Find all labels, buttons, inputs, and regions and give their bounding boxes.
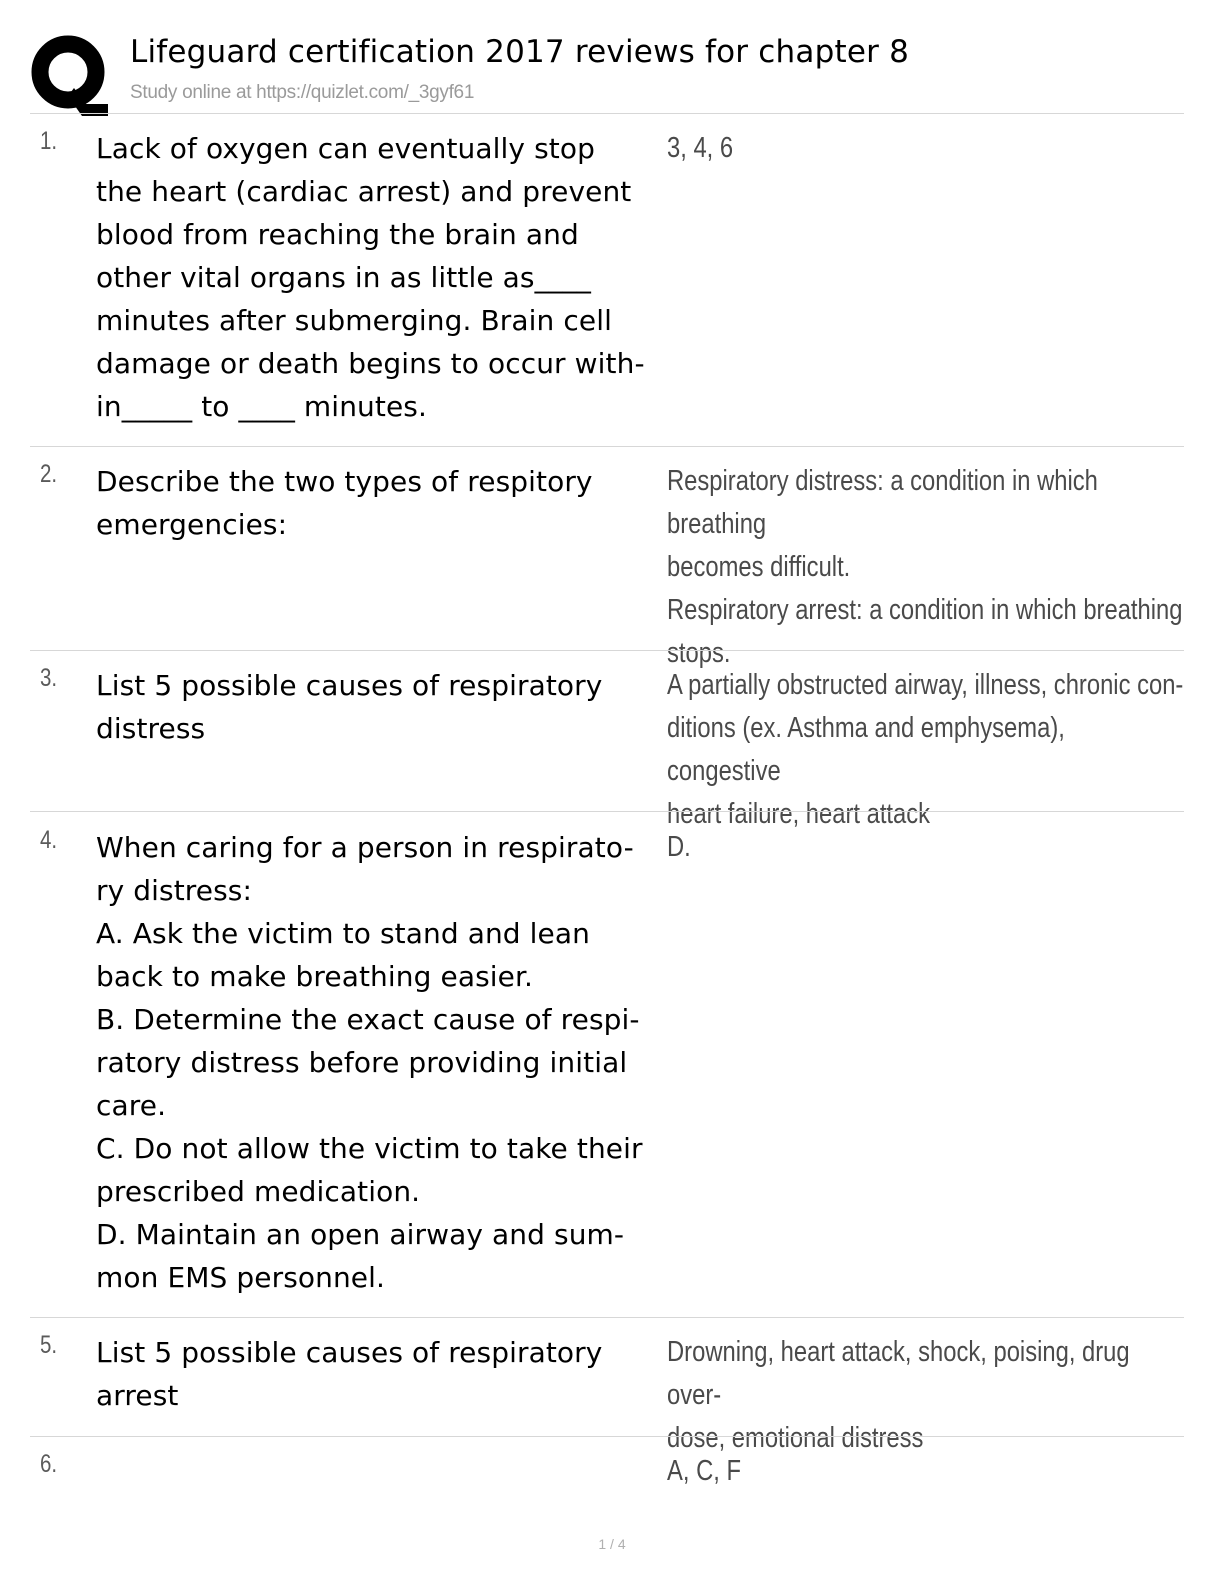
item-answer: Drowning, heart attack, shock, poising, drug over- dose, emotional distress (667, 1336, 1130, 1454)
item-number: 5. (40, 1331, 58, 1359)
page-title: Lifeguard certification 2017 reviews for chapter 8 (130, 34, 910, 70)
divider (30, 1317, 1184, 1318)
item-question: List 5 possible causes of respiratory distress (96, 669, 603, 745)
item-number: 4. (40, 826, 58, 854)
item-answer: D. (667, 831, 691, 863)
item-answer: Respiratory distress: a condition in which breathing becomes difficult. Respiratory arrest: a condition in which breathing stops. (667, 465, 1183, 669)
divider (30, 650, 1184, 651)
divider (30, 113, 1184, 114)
item-question: When caring for a person in respirato- ry distress: A. Ask the victim to stand and lean back to make breathing easier. B. Determine the exact cause of respi- ratory distress before providing initial care. C. Do not allow the victim to take their prescribed medication. D. Maintain an open airway and sum- mon EMS personnel. (96, 831, 643, 1294)
item-answer: 3, 4, 6 (667, 132, 734, 164)
divider (30, 1436, 1184, 1437)
divider (30, 811, 1184, 812)
item-answer: A partially obstructed airway, illness, chronic con- ditions (ex. Asthma and emphysema), congestive heart failure, heart attack (667, 669, 1184, 830)
study-online-link[interactable]: Study online at https://quizlet.com/_3gyf61 (130, 82, 475, 103)
page-header (30, 30, 1190, 114)
item-answer: A, C, F (667, 1455, 741, 1487)
page-number: 1 / 4 (598, 1536, 626, 1552)
item-question: List 5 possible causes of respiratory arrest (96, 1336, 603, 1412)
quizlet-logo-icon (30, 34, 112, 116)
item-question: Describe the two types of respitory emergencies: (96, 465, 593, 541)
item-question: Lack of oxygen can eventually stop the heart (cardiac arrest) and prevent blood from reaching the brain and other vital organs in as little as____ minutes after submerging. Brain cell damage or death begins to occur with- in_____ to ____ minutes. (96, 132, 645, 423)
divider (30, 446, 1184, 447)
item-number: 1. (40, 127, 58, 155)
item-number: 6. (40, 1450, 58, 1478)
item-number: 3. (40, 664, 58, 692)
item-number: 2. (40, 460, 58, 488)
